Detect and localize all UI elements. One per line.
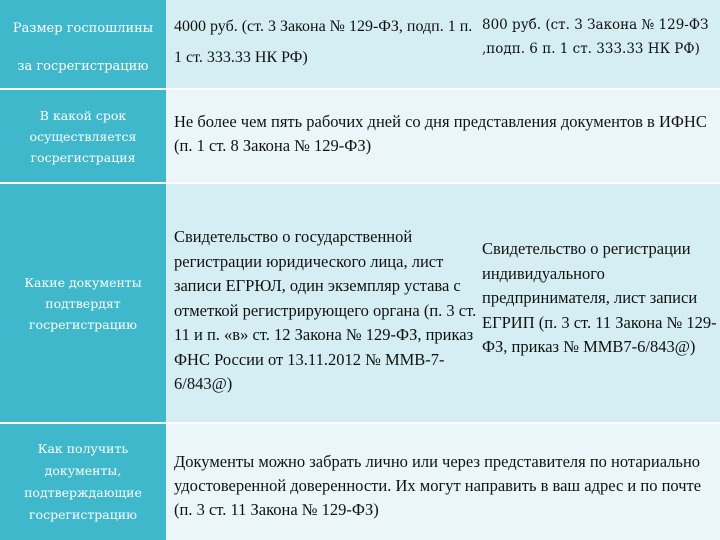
label-term xyxy=(0,90,166,182)
receipt-cell xyxy=(174,450,720,530)
documents-ip-text: Свидетельство о регистрации индивидуального предпринимателя, лист записи ЕГРИП (п. 3 ст. 11 Закона № 129-ФЗ, приказ № ММВ7-6/843@) xyxy=(482,239,717,356)
label-fee-text: Размер госпошлины за госрегистрацию xyxy=(12,21,154,74)
fee-ip-text: 800 руб. (ст. 3 Закона № 129-ФЗ ,подп. 6 п. 1 ст. 333.33 НК РФ) xyxy=(482,17,709,57)
label-documents xyxy=(0,184,166,422)
documents-llc-cell xyxy=(174,225,478,400)
fee-ip-cell xyxy=(482,13,718,73)
term-text: Не более чем пять рабочих дней со дня представления документов в ИФНС (п. 1 ст. 8 Закона № 129-ФЗ) xyxy=(174,112,707,155)
documents-llc-text: Свидетельство о государственной регистрации юридического лица, лист записи ЕГРЮЛ, один экземпляр устава с отметкой регистрирующего органа (п. 3 ст. 11 и п. «в» ст. 12 Закона № 129-ФЗ, приказ ФНС России от 13.11.2012 № ММВ-7-6/843@) xyxy=(174,227,477,393)
fee-llc-cell xyxy=(174,11,484,71)
label-receipt-text: Как получить документы, подтверждающие госрегистрацию xyxy=(24,441,142,522)
documents-ip-cell xyxy=(482,237,720,387)
label-fee xyxy=(0,0,166,88)
label-receipt xyxy=(0,424,166,540)
fee-llc-text: 4000 руб. (ст. 3 Закона № 129-ФЗ, подп. 1 п. 1 ст. 333.33 НК РФ) xyxy=(174,18,473,66)
label-documents-text: Какие документы подтвердят госрегистрацию xyxy=(24,274,142,332)
term-cell xyxy=(174,110,720,166)
label-term-text: В какой срок осуществляется госрегистрация xyxy=(29,107,137,165)
receipt-text: Документы можно забрать лично или через представителя по нотариально удостоверенной доверенности. Их могут направить в ваш адрес и по почте (п. 3 ст. 11 Закона № 129-ФЗ) xyxy=(174,452,702,519)
